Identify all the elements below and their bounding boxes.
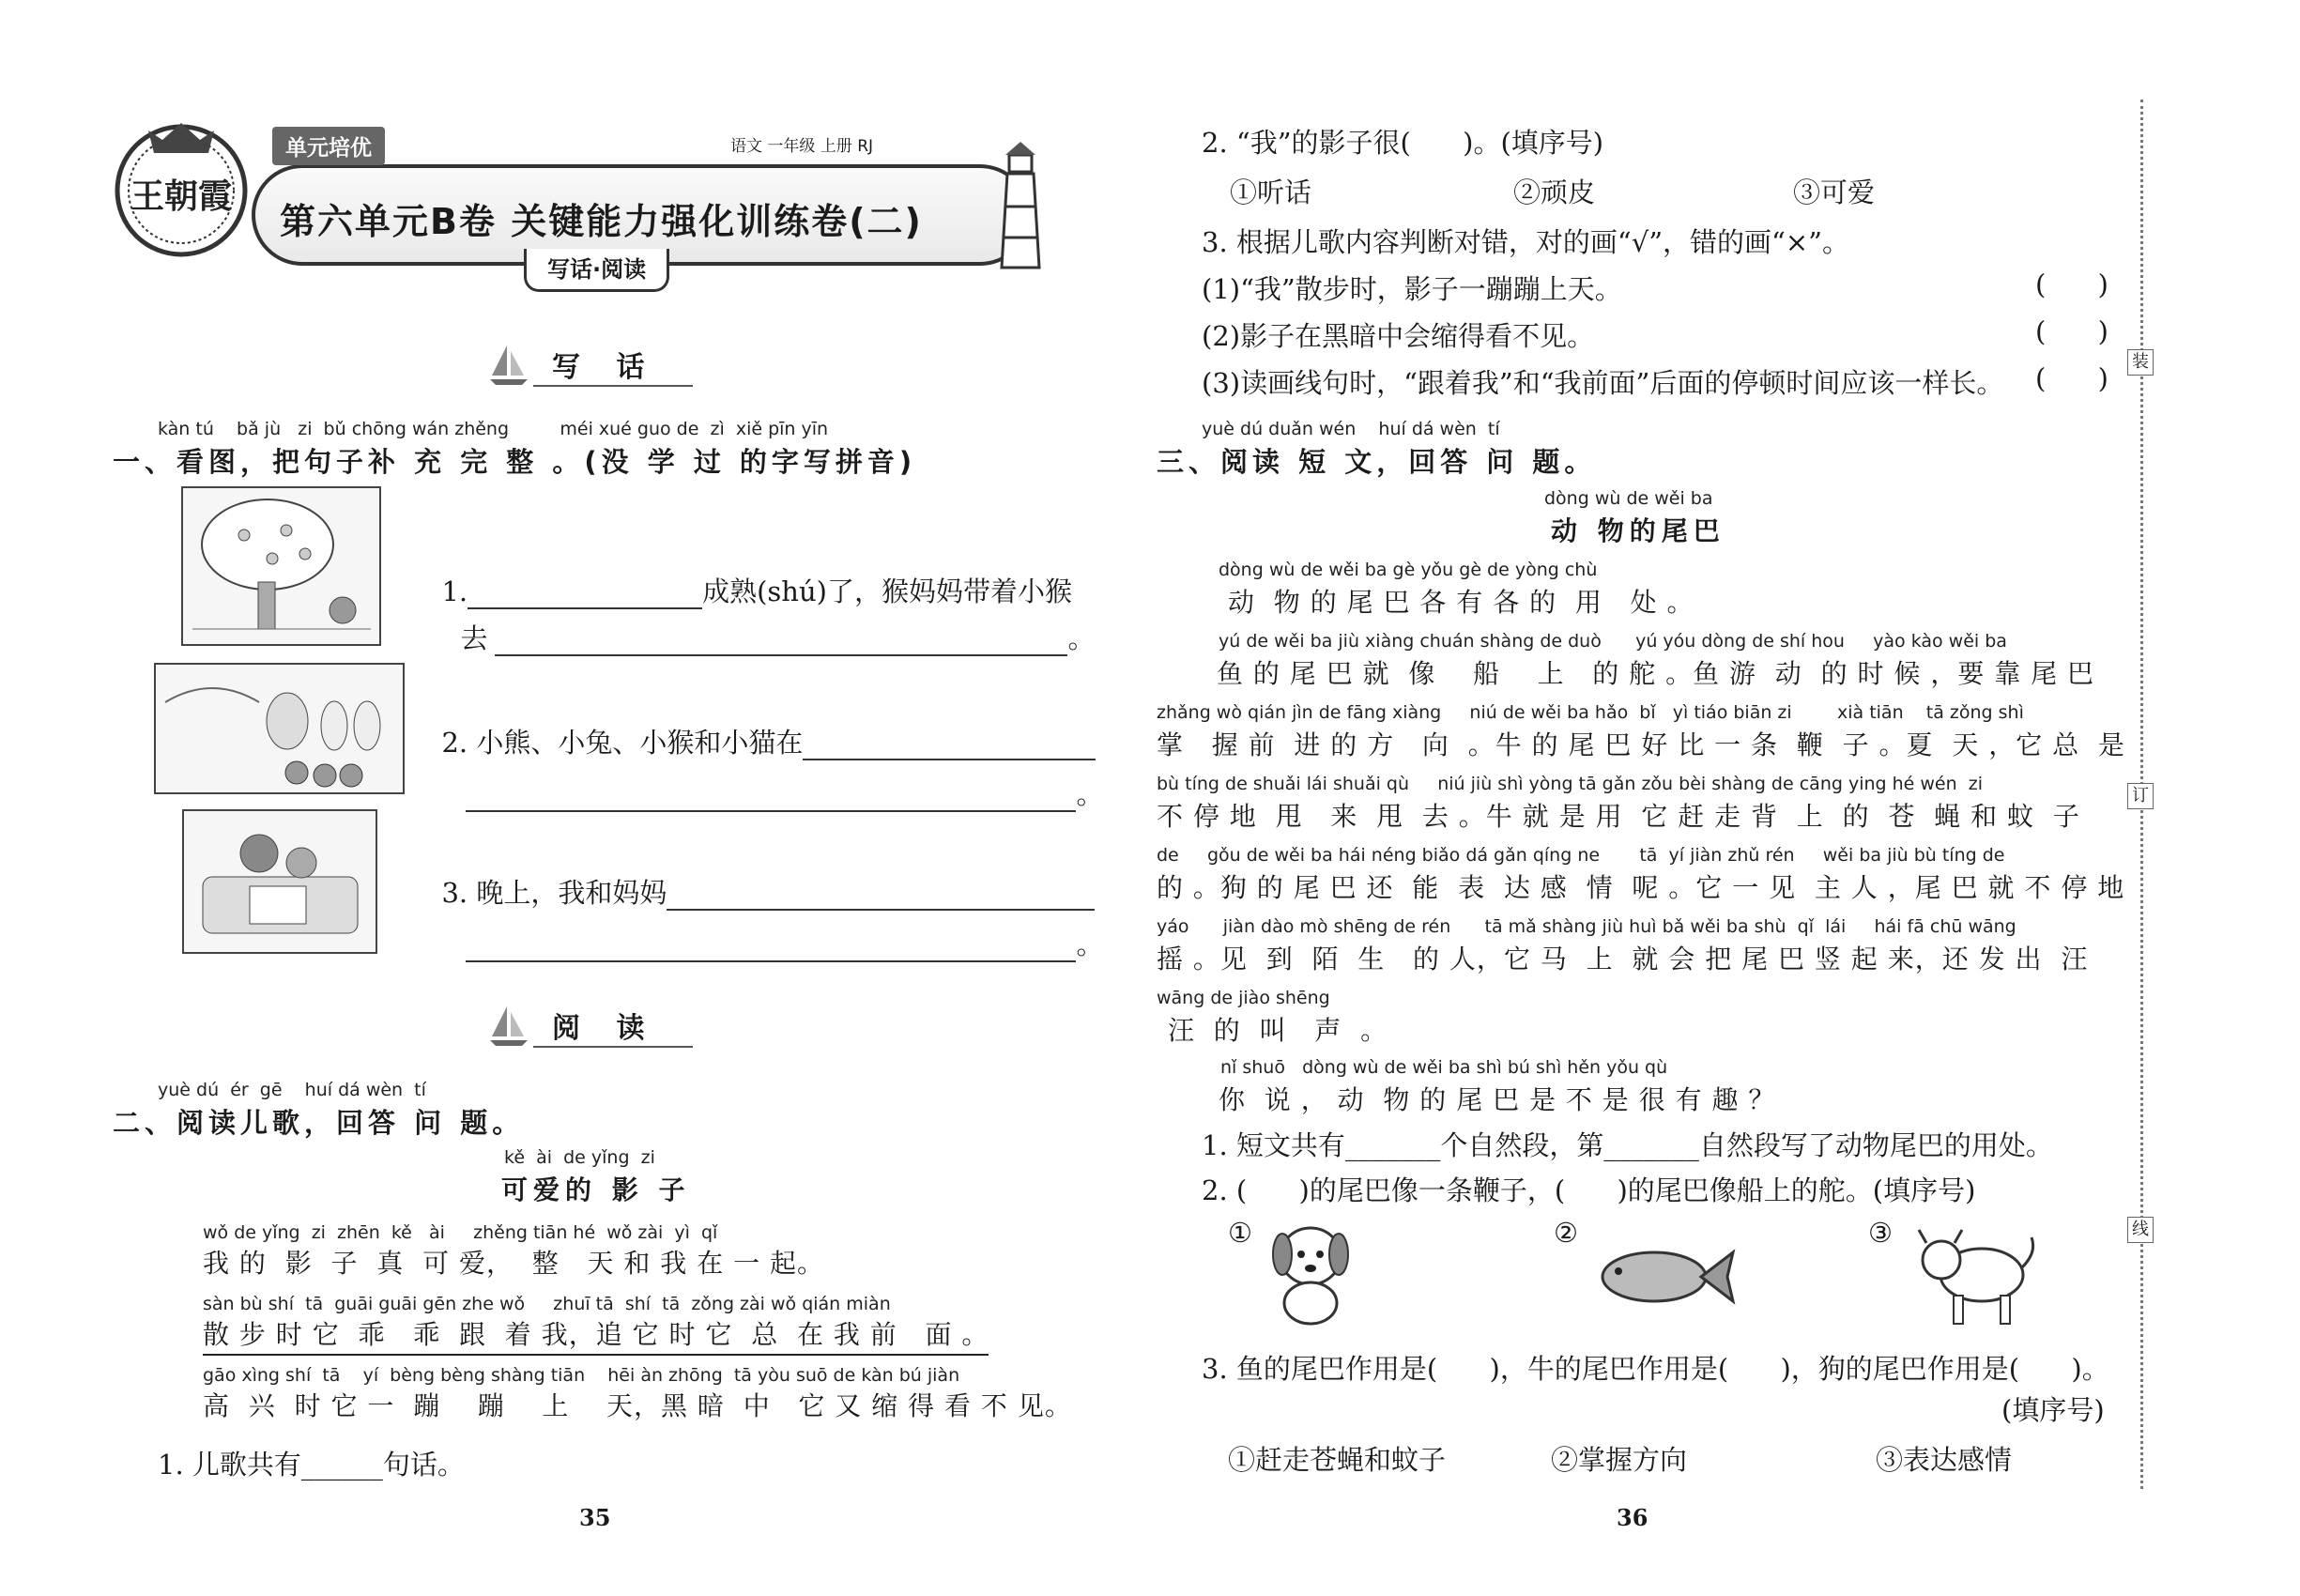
q1-item2-text: 2. 小熊、小兔、小猴和小猫在 xyxy=(441,727,804,759)
q3-sub2: 2. ( )的尾巴像一条鞭子，( )的尾巴像船上的舵。(填序号) xyxy=(1202,1174,1976,1206)
sailboat-icon xyxy=(488,1003,529,1046)
judge-item-2: (2)影子在黑暗中会缩得看不见。 xyxy=(1202,320,1595,352)
judge-item-1: (1)“我”散步时，影子一蹦蹦上天。 xyxy=(1202,273,1622,305)
q1-title: 一、看图，把句子补 充 完 整 。(没 学 过 的字写拼音) xyxy=(113,446,917,478)
svg-text:王朝霞: 王朝霞 xyxy=(130,176,233,216)
page-number-left: 35 xyxy=(579,1504,611,1531)
monkey-tree-illustration xyxy=(183,488,379,644)
poem-line1: 我 的 影 子 真 可 爱， 整 天 和 我 在 一 起。 xyxy=(203,1248,825,1279)
q2-pinyin: yuè dú ér gē huí dá wèn tí xyxy=(158,1080,426,1100)
q3-sub3-option1: ①赶走苍蝇和蚊子 xyxy=(1228,1444,1447,1476)
essay-line4: 不 停 地 甩 来 甩 去 。牛 就 是 用 它 赶 走 背 上 的 苍 蝇 和 蚊 子 xyxy=(1157,801,2080,832)
q2-sub2-option3: ③可爱 xyxy=(1793,176,1876,208)
poem-line3-pinyin: gāo xìng shí tā yí bèng bèng shàng tiān hēi àn zhōng tā yòu suō de kàn bú jiàn xyxy=(203,1365,960,1386)
essay-line2-pinyin: yú de wěi ba jiù xiàng chuán shàng de duò yú yóu dòng de shí hou yào kào wěi ba xyxy=(1219,631,2007,652)
cow-icon xyxy=(1911,1215,2043,1331)
essay-line4-pinyin: bù tíng de shuǎi lái shuǎi qù niú jiù shì yòng tā gǎn zǒu bèi shàng de cāng ying hé wén zi xyxy=(1157,774,1983,794)
q3-pinyin: yuè dú duǎn wén huí dá wèn tí xyxy=(1202,419,1500,439)
lighthouse-icon xyxy=(989,136,1054,277)
picture-mom-reading xyxy=(182,809,377,954)
essay-line7-pinyin: wāng de jiào shēng xyxy=(1157,988,1330,1008)
q2-sub2-option2: ②顽皮 xyxy=(1513,176,1596,208)
binding-mark-3: 线 xyxy=(2127,1217,2154,1243)
judge-answer-1[interactable]: ( ) xyxy=(2035,269,2108,300)
essay-line1: 动 物 的 尾 巴 各 有 各 的 用 处 。 xyxy=(1228,587,1694,618)
q1-item3-blank-b[interactable] xyxy=(466,934,1076,962)
animal-label-3: ③ xyxy=(1868,1217,1893,1249)
poem-line2-pinyin: sàn bù shí tā guāi guāi gēn zhe wǒ zhuī tā shí tā zǒng zài wǒ qián miàn xyxy=(203,1294,891,1314)
animals-playing-illustration xyxy=(156,665,403,792)
essay-line6-pinyin: yáo jiàn dào mò shēng de rén tā mǎ shàng jiù huì bǎ wěi ba shù qǐ lái hái fā chū wāng xyxy=(1157,916,2016,937)
essay-line3-pinyin: zhǎng wò qián jìn de fāng xiàng niú de wěi ba hǎo bǐ yì tiáo biān zi xià tiān tā zǒng shì xyxy=(1157,702,2024,723)
essay-line3: 掌 握 前 进 的 方 向 。牛 的 尾 巴 好 比 一 条 鞭 子 。夏 天 ，它 总 是 xyxy=(1157,729,2125,760)
q1-item1-prefix: 去 xyxy=(460,622,488,654)
page-number-right: 36 xyxy=(1617,1504,1648,1531)
brand-seal-icon xyxy=(111,117,252,258)
judge-answer-2[interactable]: ( ) xyxy=(2035,315,2108,347)
q3-title: 三、阅读 短 文，回答 问 题。 xyxy=(1157,446,1597,478)
book-meta: 语文 一年级 上册 RJ xyxy=(730,137,874,156)
q2-sub2: 2. “我”的影子很( )。(填序号) xyxy=(1202,127,1604,159)
essay-line5-pinyin: de gǒu de wěi ba hái néng biǎo dá gǎn qíng ne tā yí jiàn zhǔ rén wěi ba jiù bù tíng de xyxy=(1157,845,2005,866)
section-writing-heading xyxy=(488,338,704,391)
q2-sub2-option1: ①听话 xyxy=(1230,176,1312,208)
mom-reading-illustration xyxy=(184,811,376,952)
header-banner xyxy=(111,117,1059,283)
section-writing-label: 写 话 xyxy=(552,351,658,384)
dog-icon xyxy=(1264,1217,1357,1329)
essay-line5: 的 。狗 的 尾 巴 还 能 表 达 感 情 呢 。它 一 见 主 人 ，尾 巴 就 不 停 地 xyxy=(1157,872,2125,903)
q3-sub3: 3. 鱼的尾巴作用是( )，牛的尾巴作用是( )，狗的尾巴作用是( )。 xyxy=(1202,1353,2109,1385)
judge-answer-3[interactable]: ( ) xyxy=(2035,362,2108,394)
q2-title: 二、阅读儿歌，回答 问 题。 xyxy=(113,1107,525,1139)
poem-title: 可爱的 影 子 xyxy=(501,1174,691,1205)
q1-item1-line2 xyxy=(443,586,1095,656)
essay-line7: 汪 的 叫 声 。 xyxy=(1168,1015,1388,1046)
q3-sub3-option2: ②掌握方向 xyxy=(1551,1444,1688,1476)
q3-sub3-option3: ③表达感情 xyxy=(1876,1444,2013,1476)
q1-item2-blank-b[interactable] xyxy=(466,784,1076,812)
fish-icon xyxy=(1596,1239,1737,1314)
q2-sub1: 1. 儿歌共有______句话。 xyxy=(158,1449,465,1481)
essay-line8-pinyin: nǐ shuō dòng wù de wěi ba shì bú shì hěn yǒu qù xyxy=(1220,1057,1668,1078)
q1-item1-number: 1. xyxy=(441,575,468,607)
section-reading-label: 阅 读 xyxy=(552,1012,658,1045)
binding-mark-1: 装 xyxy=(2127,349,2154,376)
essay-line8: 你 说 ， 动 物 的 尾 巴 是 不 是 很 有 趣 ？ xyxy=(1219,1084,1776,1115)
binding-mark-2: 订 xyxy=(2127,783,2154,809)
page-title: 第六单元B卷 关键能力强化训练卷(二) xyxy=(280,201,923,242)
q1-item1-period: 。 xyxy=(1067,622,1096,654)
q1-item3-period: 。 xyxy=(1076,928,1104,960)
essay-title: 动 物的尾巴 xyxy=(1551,515,1725,546)
q1-item1-blank-b[interactable] xyxy=(495,628,1067,656)
page-subtitle: 写话·阅读 xyxy=(524,249,669,292)
animal-label-1: ① xyxy=(1228,1217,1252,1249)
judge-item-3: (3)读画线句时，“跟着我”和“我前面”后面的停顿时间应该一样长。 xyxy=(1202,367,2004,399)
q1-item1-text: 成熟(shú)了，猴妈妈带着小猴 xyxy=(702,575,1072,607)
animal-label-2: ② xyxy=(1554,1217,1578,1249)
q1-pinyin: kàn tú bǎ jù zi bǔ chōng wán zhěng méi xué guo de zì xiě pīn yīn xyxy=(158,419,829,439)
essay-line1-pinyin: dòng wù de wěi ba gè yǒu gè de yòng chù xyxy=(1219,560,1598,580)
poem-line2-underlined: 散 步 时 它 乖 乖 跟 着 我，追 它 时 它 总 在 我 前 面 。 xyxy=(203,1314,989,1356)
essay-line2: 鱼 的 尾 巴 就 像 船 上 的 舵 。鱼 游 动 的 时 候 ，要 靠 尾 巴 xyxy=(1217,658,2095,689)
picture-monkey-tree xyxy=(181,486,381,646)
q1-item2-period: 。 xyxy=(1076,778,1104,810)
series-badge: 单元培优 xyxy=(272,127,385,165)
q3-sub1: 1. 短文共有_______个自然段，第_______自然段写了动物尾巴的用处。 xyxy=(1202,1129,2053,1161)
sailboat-icon xyxy=(488,342,529,385)
poem-line1-pinyin: wǒ de yǐng zi zhēn kě ài zhěng tiān hé wǒ zài yì qǐ xyxy=(203,1222,718,1243)
q1-item2-line2 xyxy=(449,742,1103,812)
essay-line6: 摇 。见 到 陌 生 的 人，它 马 上 就 会 把 尾 巴 竖 起 来，还 发 出 汪 xyxy=(1157,944,2089,974)
q1-item3-text: 3. 晚上，我和妈妈 xyxy=(441,877,667,909)
picture-animals-playing xyxy=(154,663,405,794)
q2-sub3: 3. 根据儿歌内容判断对错，对的画“√”，错的画“×”。 xyxy=(1202,226,1849,258)
q3-sub3-note: (填序号) xyxy=(2001,1394,2105,1426)
poem-line3: 高 兴 时 它 一 蹦 蹦 上 天，黑 暗 中 它 又 缩 得 看 不 见。 xyxy=(203,1390,1072,1421)
q1-item3-line2 xyxy=(449,892,1103,962)
section-reading-heading xyxy=(488,999,704,1051)
poem-title-pinyin: kě ài de yǐng zi xyxy=(504,1147,655,1168)
essay-title-pinyin: dòng wù de wěi ba xyxy=(1544,488,1713,509)
